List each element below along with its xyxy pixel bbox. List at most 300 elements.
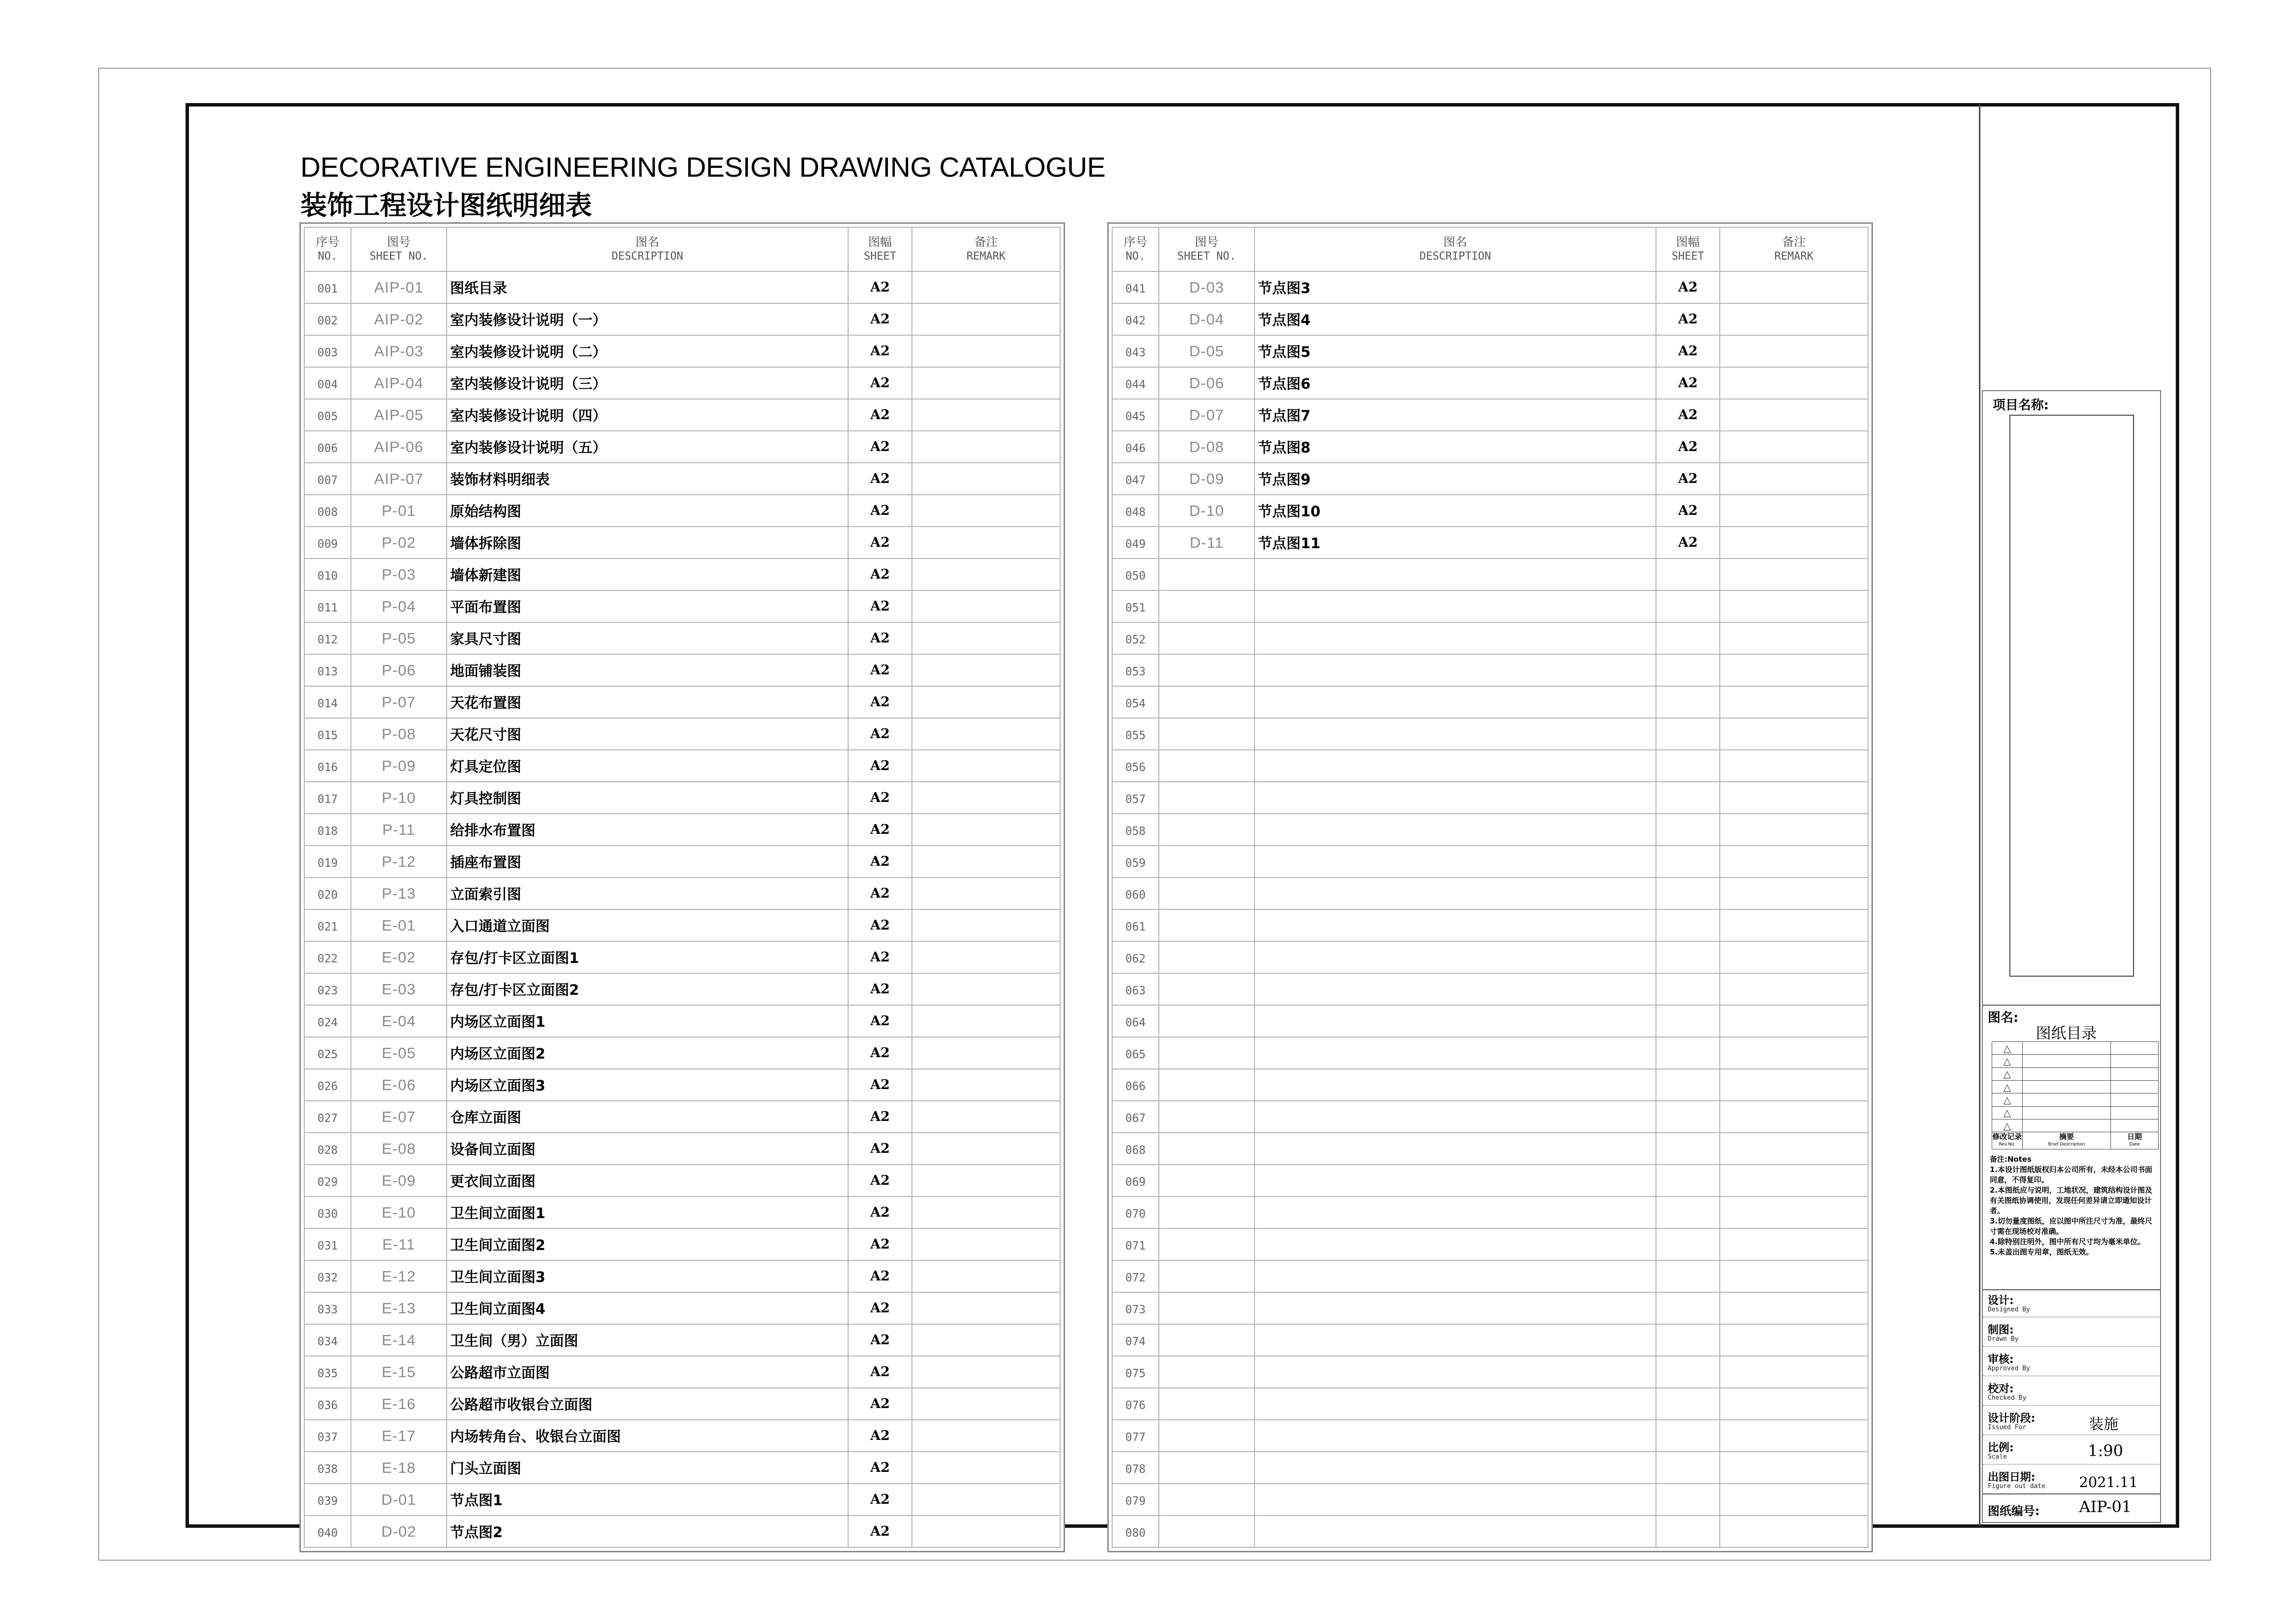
table-row — [1112, 814, 1868, 846]
row-sheet-no — [1159, 1165, 1255, 1197]
date-out-sub: Figure out date — [1988, 1483, 2046, 1490]
row-remark — [1720, 1069, 1868, 1101]
row-sheet-no — [1159, 1484, 1255, 1516]
row-sheet-size — [1656, 1101, 1720, 1133]
row-description — [1255, 590, 1656, 622]
table-row — [1112, 1516, 1868, 1547]
row-sheet-size — [1656, 1228, 1720, 1260]
row-sheet-size — [1656, 878, 1720, 909]
approved-label: 审核: — [1988, 1354, 2014, 1366]
row-sheet-size: A2 — [848, 527, 912, 559]
row-sheet-size: A2 — [848, 622, 912, 654]
row-remark — [1720, 1037, 1868, 1069]
table-row — [1112, 973, 1868, 1005]
title-block — [1982, 390, 2161, 1523]
row-description — [1255, 1324, 1656, 1356]
row-description — [1255, 750, 1656, 782]
stage-sub: Issued For — [1988, 1424, 2027, 1431]
row-sheet-no: E-08 — [351, 1133, 447, 1165]
row-description — [1255, 1452, 1656, 1484]
row-description: 原始结构图 — [447, 495, 848, 527]
row-sheet-size: A2 — [848, 941, 912, 973]
catalogue-title-en: DECORATIVE ENGINEERING DESIGN DRAWING CATALOGUE — [300, 152, 1106, 183]
divider — [1983, 1405, 2160, 1406]
note-item: 5.未盖出图专用章，图纸无效。 — [1990, 1248, 2094, 1256]
row-number: 061 — [1112, 909, 1159, 941]
row-sheet-size: A2 — [848, 1484, 912, 1516]
row-number: 031 — [304, 1228, 351, 1260]
row-sheet-no: E-02 — [351, 941, 447, 973]
row-sheet-no — [1159, 878, 1255, 909]
table-row — [1112, 1356, 1868, 1388]
row-number: 009 — [304, 527, 351, 559]
row-number: 020 — [304, 878, 351, 909]
row-remark — [1720, 718, 1868, 750]
row-description: 插座布置图 — [447, 846, 848, 878]
row-sheet-size: A2 — [848, 1292, 912, 1324]
table-row — [1112, 1133, 1868, 1165]
row-sheet-no: AIP-05 — [351, 399, 447, 431]
row-sheet-size: A2 — [848, 335, 912, 367]
row-sheet-size — [1656, 1292, 1720, 1324]
row-description — [1255, 1069, 1656, 1101]
row-remark — [1720, 686, 1868, 718]
table-row — [304, 1197, 1060, 1228]
row-description: 天花布置图 — [447, 686, 848, 718]
table-row — [1112, 527, 1868, 559]
row-remark — [912, 878, 1060, 909]
row-sheet-no: D-06 — [1159, 367, 1255, 399]
row-sheet-no: P-01 — [351, 495, 447, 527]
revision-marker: △ — [1992, 1093, 2023, 1106]
table-row — [1112, 1324, 1868, 1356]
row-description: 公路超市收银台立面图 — [447, 1388, 848, 1420]
row-remark — [912, 271, 1060, 303]
row-number: 078 — [1112, 1452, 1159, 1484]
row-sheet-size: A2 — [848, 782, 912, 814]
row-remark — [912, 559, 1060, 590]
row-description — [1255, 1133, 1656, 1165]
row-number: 066 — [1112, 1069, 1159, 1101]
header-no: 序号 NO. — [1112, 227, 1159, 271]
row-sheet-size: A2 — [848, 973, 912, 1005]
row-number: 028 — [304, 1133, 351, 1165]
row-number: 029 — [304, 1165, 351, 1197]
row-description — [1255, 686, 1656, 718]
divider — [1983, 1005, 2160, 1006]
table-row — [304, 1420, 1060, 1452]
table-row — [304, 750, 1060, 782]
row-sheet-size — [1656, 1484, 1720, 1516]
row-sheet-size — [1656, 654, 1720, 686]
table-row — [304, 367, 1060, 399]
table-header-row — [304, 227, 1060, 271]
row-description — [1255, 622, 1656, 654]
row-description — [1255, 1197, 1656, 1228]
row-sheet-size: A2 — [848, 495, 912, 527]
table-row — [304, 271, 1060, 303]
row-sheet-size: A2 — [848, 686, 912, 718]
row-remark — [1720, 367, 1868, 399]
row-remark — [912, 1037, 1060, 1069]
row-number: 076 — [1112, 1388, 1159, 1420]
row-remark — [912, 527, 1060, 559]
row-description: 存包/打卡区立面图1 — [447, 941, 848, 973]
table-row — [1112, 1197, 1868, 1228]
row-sheet-no: E-16 — [351, 1388, 447, 1420]
row-remark — [1720, 622, 1868, 654]
row-description: 卫生间立面图3 — [447, 1260, 848, 1292]
header-remark: 备注 REMARK — [1720, 227, 1868, 271]
row-number: 034 — [304, 1324, 351, 1356]
row-remark — [912, 1228, 1060, 1260]
table-row — [304, 622, 1060, 654]
row-sheet-size: A2 — [848, 1260, 912, 1292]
row-description: 卫生间立面图1 — [447, 1197, 848, 1228]
row-sheet-size: A2 — [848, 1356, 912, 1388]
row-remark — [1720, 1133, 1868, 1165]
row-sheet-no — [1159, 1260, 1255, 1292]
row-sheet-no: E-04 — [351, 1005, 447, 1037]
row-sheet-size — [1656, 1005, 1720, 1037]
row-sheet-no — [1159, 1133, 1255, 1165]
row-description: 仓库立面图 — [447, 1101, 848, 1133]
row-number: 067 — [1112, 1101, 1159, 1133]
row-sheet-no: D-09 — [1159, 463, 1255, 495]
row-description — [1255, 846, 1656, 878]
table-row — [304, 782, 1060, 814]
row-remark — [912, 782, 1060, 814]
row-description — [1255, 1228, 1656, 1260]
row-sheet-size — [1656, 590, 1720, 622]
row-remark — [1720, 399, 1868, 431]
row-remark — [1720, 431, 1868, 463]
date-label: 日期 — [2127, 1132, 2142, 1142]
row-remark — [912, 1005, 1060, 1037]
row-number: 044 — [1112, 367, 1159, 399]
checked-sub: Checked By — [1988, 1394, 2027, 1402]
note-item: 3.切勿量度图纸，应以图中所注尺寸为准，最终尺寸需在现场校对准确。 — [1990, 1217, 2153, 1236]
row-remark — [1720, 590, 1868, 622]
row-remark — [912, 1452, 1060, 1484]
row-sheet-size: A2 — [848, 654, 912, 686]
row-number: 004 — [304, 367, 351, 399]
row-sheet-no: E-13 — [351, 1292, 447, 1324]
row-number: 042 — [1112, 303, 1159, 335]
row-number: 043 — [1112, 335, 1159, 367]
row-description — [1255, 973, 1656, 1005]
note-item: 2.本图纸应与说明，工地状况，建筑结构设计图及有关图纸协调使用，发现任何差异请立即通知设计者。 — [1990, 1186, 2153, 1215]
table-row — [1112, 271, 1868, 303]
row-remark — [1720, 271, 1868, 303]
row-sheet-size — [1656, 1356, 1720, 1388]
table-row — [1112, 622, 1868, 654]
row-description: 灯具控制图 — [447, 782, 848, 814]
project-name-label: 项目名称: — [1993, 398, 2049, 413]
table-row — [304, 1101, 1060, 1133]
row-description: 存包/打卡区立面图2 — [447, 973, 848, 1005]
row-sheet-size: A2 — [1656, 463, 1720, 495]
table-row — [304, 846, 1060, 878]
row-number: 075 — [1112, 1356, 1159, 1388]
row-description — [1255, 1388, 1656, 1420]
row-number: 071 — [1112, 1228, 1159, 1260]
row-sheet-size — [1656, 1324, 1720, 1356]
row-number: 059 — [1112, 846, 1159, 878]
rev-record-label: 修改记录 — [1992, 1132, 2022, 1142]
row-description: 室内装修设计说明（五） — [447, 431, 848, 463]
drawing-no-label: 图纸编号: — [1988, 1504, 2040, 1518]
row-number: 046 — [1112, 431, 1159, 463]
row-description: 内场区立面图3 — [447, 1069, 848, 1101]
row-description — [1255, 782, 1656, 814]
row-remark — [1720, 1452, 1868, 1484]
row-sheet-size: A2 — [1656, 431, 1720, 463]
row-number: 062 — [1112, 941, 1159, 973]
row-sheet-size — [1656, 1388, 1720, 1420]
table-row — [1112, 1260, 1868, 1292]
table-row — [304, 878, 1060, 909]
row-remark — [1720, 1484, 1868, 1516]
row-sheet-size — [1656, 814, 1720, 846]
row-sheet-no: D-08 — [1159, 431, 1255, 463]
row-sheet-size: A2 — [848, 399, 912, 431]
row-remark — [1720, 1356, 1868, 1388]
row-description: 给排水布置图 — [447, 814, 848, 846]
row-description — [1255, 1516, 1656, 1547]
table-row — [304, 1356, 1060, 1388]
row-number: 015 — [304, 718, 351, 750]
row-sheet-no — [1159, 782, 1255, 814]
row-number: 037 — [304, 1420, 351, 1452]
row-sheet-no: E-12 — [351, 1260, 447, 1292]
row-sheet-size: A2 — [848, 1420, 912, 1452]
revision-marker: △ — [1992, 1106, 2023, 1119]
row-number: 080 — [1112, 1516, 1159, 1547]
row-description: 门头立面图 — [447, 1452, 848, 1484]
row-description: 内场区立面图2 — [447, 1037, 848, 1069]
row-sheet-size: A2 — [848, 846, 912, 878]
row-description: 室内装修设计说明（二） — [447, 335, 848, 367]
row-number: 030 — [304, 1197, 351, 1228]
row-number: 019 — [304, 846, 351, 878]
row-sheet-size: A2 — [848, 431, 912, 463]
row-description: 节点图1 — [447, 1484, 848, 1516]
row-sheet-size: A2 — [848, 1452, 912, 1484]
row-remark — [912, 718, 1060, 750]
designed-label: 设计: — [1988, 1295, 2014, 1307]
row-sheet-size: A2 — [848, 718, 912, 750]
row-sheet-size: A2 — [1656, 335, 1720, 367]
row-description: 设备间立面图 — [447, 1133, 848, 1165]
row-number: 016 — [304, 750, 351, 782]
table-row — [304, 431, 1060, 463]
table-row — [1112, 1101, 1868, 1133]
row-number: 022 — [304, 941, 351, 973]
table-row — [304, 1260, 1060, 1292]
row-number: 063 — [1112, 973, 1159, 1005]
divider — [1983, 1346, 2160, 1347]
date-out-value: 2021.11 — [2079, 1474, 2138, 1491]
row-remark — [1720, 463, 1868, 495]
row-number: 056 — [1112, 750, 1159, 782]
row-number: 060 — [1112, 878, 1159, 909]
row-description — [1255, 1005, 1656, 1037]
row-sheet-no — [1159, 846, 1255, 878]
table-row — [304, 335, 1060, 367]
row-description — [1255, 718, 1656, 750]
row-description: 节点图7 — [1255, 399, 1656, 431]
row-description — [1255, 559, 1656, 590]
row-sheet-no: D-04 — [1159, 303, 1255, 335]
divider — [1983, 1493, 2160, 1494]
row-number: 038 — [304, 1452, 351, 1484]
row-remark — [1720, 878, 1868, 909]
row-number: 070 — [1112, 1197, 1159, 1228]
row-number: 027 — [304, 1101, 351, 1133]
row-remark — [912, 367, 1060, 399]
row-sheet-size — [1656, 622, 1720, 654]
row-sheet-size — [1656, 909, 1720, 941]
table-row — [1112, 1165, 1868, 1197]
table-row — [1112, 782, 1868, 814]
row-sheet-no: P-09 — [351, 750, 447, 782]
header-sheet-size: 图幅 SHEET — [1656, 227, 1720, 271]
row-sheet-no — [1159, 559, 1255, 590]
row-sheet-no: D-05 — [1159, 335, 1255, 367]
row-sheet-no: AIP-07 — [351, 463, 447, 495]
header-description: 图名 DESCRIPTION — [1255, 227, 1656, 271]
row-sheet-size: A2 — [848, 590, 912, 622]
row-number: 058 — [1112, 814, 1159, 846]
row-sheet-no — [1159, 1005, 1255, 1037]
row-sheet-size: A2 — [848, 1388, 912, 1420]
row-remark — [912, 1484, 1060, 1516]
row-sheet-size — [1656, 718, 1720, 750]
row-sheet-size: A2 — [1656, 399, 1720, 431]
revision-marker: △ — [1992, 1067, 2023, 1080]
row-number: 051 — [1112, 590, 1159, 622]
table-row — [1112, 1069, 1868, 1101]
row-sheet-size — [1656, 1260, 1720, 1292]
row-remark — [1720, 750, 1868, 782]
row-sheet-no: E-03 — [351, 973, 447, 1005]
row-remark — [1720, 303, 1868, 335]
row-sheet-no: E-18 — [351, 1452, 447, 1484]
row-sheet-no: E-17 — [351, 1420, 447, 1452]
row-sheet-size — [1656, 1069, 1720, 1101]
row-sheet-no: E-10 — [351, 1197, 447, 1228]
row-number: 026 — [304, 1069, 351, 1101]
row-remark — [912, 814, 1060, 846]
row-remark — [1720, 973, 1868, 1005]
row-description: 节点图9 — [1255, 463, 1656, 495]
row-description: 节点图11 — [1255, 527, 1656, 559]
row-sheet-no — [1159, 654, 1255, 686]
scale-label: 比例: — [1988, 1442, 2014, 1454]
row-sheet-size — [1656, 559, 1720, 590]
row-sheet-no: D-07 — [1159, 399, 1255, 431]
row-sheet-no: P-08 — [351, 718, 447, 750]
row-number: 032 — [304, 1260, 351, 1292]
row-number: 017 — [304, 782, 351, 814]
table-row — [1112, 495, 1868, 527]
revision-header-row — [1992, 1132, 2159, 1149]
revision-marker: △ — [1992, 1055, 2023, 1067]
row-number: 050 — [1112, 559, 1159, 590]
row-sheet-size — [1656, 750, 1720, 782]
header-sheet-size: 图幅 SHEET — [848, 227, 912, 271]
table-row — [304, 941, 1060, 973]
row-description: 节点图10 — [1255, 495, 1656, 527]
row-sheet-size: A2 — [848, 367, 912, 399]
table-row — [1112, 559, 1868, 590]
row-description: 墙体拆除图 — [447, 527, 848, 559]
row-remark — [1720, 495, 1868, 527]
brief-sub: Brief Description — [2048, 1142, 2085, 1147]
row-remark — [912, 973, 1060, 1005]
row-description: 卫生间立面图4 — [447, 1292, 848, 1324]
row-sheet-no: AIP-03 — [351, 335, 447, 367]
row-sheet-size: A2 — [848, 1228, 912, 1260]
row-number: 054 — [1112, 686, 1159, 718]
row-number: 002 — [304, 303, 351, 335]
row-description: 公路超市立面图 — [447, 1356, 848, 1388]
row-number: 011 — [304, 590, 351, 622]
table-row — [1112, 1388, 1868, 1420]
row-description: 节点图3 — [1255, 271, 1656, 303]
row-description: 室内装修设计说明（三） — [447, 367, 848, 399]
row-sheet-no — [1159, 1388, 1255, 1420]
drawing-name-label: 图名: — [1988, 1011, 2019, 1025]
row-description: 室内装修设计说明（一） — [447, 303, 848, 335]
row-sheet-size: A2 — [848, 814, 912, 846]
row-remark — [912, 622, 1060, 654]
row-number: 040 — [304, 1516, 351, 1547]
row-remark — [912, 1165, 1060, 1197]
row-sheet-no: P-12 — [351, 846, 447, 878]
row-number: 068 — [1112, 1133, 1159, 1165]
row-sheet-size: A2 — [848, 878, 912, 909]
row-remark — [1720, 941, 1868, 973]
row-remark — [1720, 1388, 1868, 1420]
notes — [1990, 1154, 2157, 1257]
row-sheet-no — [1159, 1197, 1255, 1228]
row-remark — [1720, 782, 1868, 814]
row-sheet-size: A2 — [848, 1069, 912, 1101]
row-number: 013 — [304, 654, 351, 686]
table-row — [304, 1452, 1060, 1484]
row-number: 039 — [304, 1484, 351, 1516]
row-sheet-size: A2 — [848, 1037, 912, 1069]
notes-title: 备注:Notes — [1990, 1155, 2032, 1164]
row-remark — [1720, 1197, 1868, 1228]
drawn-sub: Drawn By — [1988, 1335, 2019, 1343]
row-sheet-size: A2 — [1656, 495, 1720, 527]
row-remark — [912, 909, 1060, 941]
row-remark — [912, 941, 1060, 973]
table-row — [304, 1324, 1060, 1356]
table-row — [1112, 303, 1868, 335]
row-description — [1255, 878, 1656, 909]
row-sheet-size — [1656, 686, 1720, 718]
row-sheet-no: AIP-02 — [351, 303, 447, 335]
row-description: 节点图6 — [1255, 367, 1656, 399]
date-sub: Date — [2129, 1142, 2140, 1147]
row-sheet-size: A2 — [848, 1165, 912, 1197]
project-name-box — [2009, 415, 2134, 977]
row-sheet-no: D-03 — [1159, 271, 1255, 303]
